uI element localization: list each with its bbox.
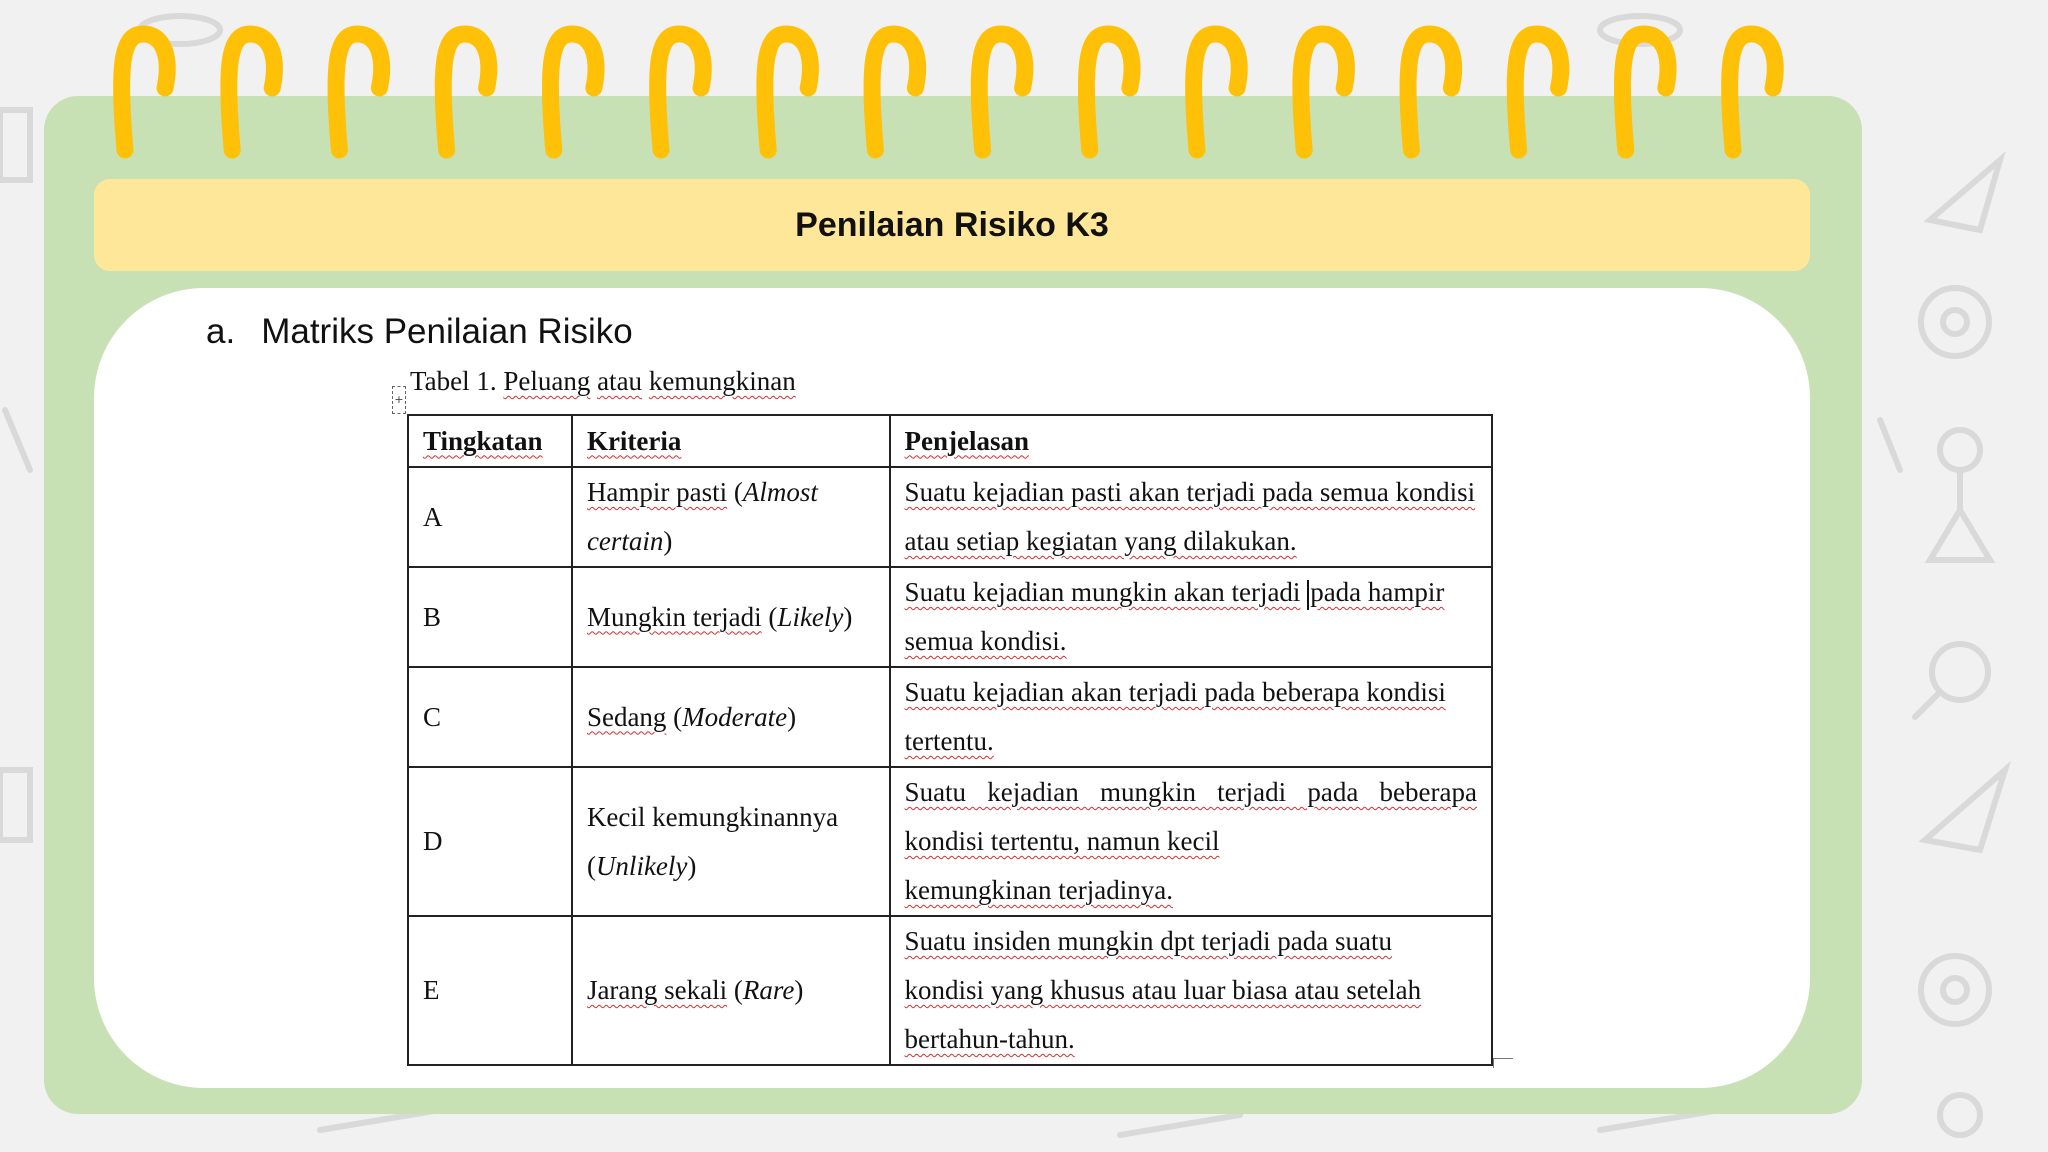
table-row [408,667,1492,767]
table-row [408,767,1492,916]
rocket-icon [1925,160,2005,850]
level-cell: A [408,467,572,567]
slide-title: Penilaian Risiko K3 [795,205,1109,244]
explanation-cell [890,567,1492,667]
criteria-text: Jarang sekali [586,975,728,1005]
section-heading [206,312,633,352]
criteria-cell: Mungkin terjadi (Likely) [572,567,890,667]
criteria-english: Rare [742,975,795,1005]
caption-word: Peluang [503,366,591,396]
criteria-text: Mungkin terjadi [586,601,762,632]
header-explanation-text: Penjelasan [904,425,1030,456]
criteria-english: Unlikely [595,850,688,881]
risk-probability-table [407,414,1493,1066]
header-level-text: Tingkatan [423,425,543,456]
text-cursor [1307,580,1309,610]
table-resize-handle[interactable] [1493,1058,1513,1068]
table-row [408,467,1492,567]
test-tubes-icon [0,110,30,840]
header-explanation [890,415,1492,467]
atom-icon [140,16,1680,44]
criteria-cell: Hampir pasti (Almost certain) [572,467,890,567]
section-marker: a. [206,312,236,351]
criteria-text: Kecil kemungkinannya [586,801,839,832]
explanation-cell: Suatu kejadian pasti akan terjadi pada semua kondisi atau setiap kegiatan yang dilakukan. [890,467,1492,567]
magnifier-icon [1915,644,1988,717]
explanation-cell [890,767,1492,916]
level-cell: C [408,667,572,767]
explanation-text: Suatu kejadian mungkin terjadi pada beberapa kondisi tertentu, namun kecil [904,777,1477,856]
level-cell: E [408,916,572,1065]
level-cell: B [408,567,572,667]
criteria-text: Hampir pasti [586,477,728,507]
criteria-english: Almost certain [586,477,818,556]
table-header-row [408,415,1492,467]
criteria-english: Moderate [682,701,788,732]
gear-icon [1921,956,1989,1024]
explanation-cell: Suatu kejadian akan terjadi pada beberapa kondisi tertentu. [890,667,1492,767]
gear-icon [1921,288,1989,356]
flask-icon [1930,470,1990,560]
caption-word: kemungkinan [648,366,796,396]
caption-word: atau [597,366,643,396]
level-cell: D [408,767,572,916]
explanation-cell: Suatu insiden mungkin dpt terjadi pada suatu kondisi yang khusus atau luar biasa atau setelah bertahun-tahun. [890,916,1492,1065]
header-level [408,415,572,467]
title-bar [94,179,1810,271]
explanation-text: kemungkinan terjadinya. [904,875,1173,905]
caption-prefix: Tabel 1. [410,366,497,396]
virus-icon [1940,430,1980,1135]
header-criteria [572,415,890,467]
explanation-text: pada hampir semua kondisi. [904,577,1445,656]
criteria-cell: Sedang (Moderate) [572,667,890,767]
criteria-cell: Jarang sekali (Rare) [572,916,890,1065]
header-criteria-text: Kriteria [586,425,682,456]
table-row [408,916,1492,1065]
table-caption [410,366,796,397]
criteria-cell: Kecil kemungkinannya (Unlikely) [572,767,890,916]
explanation-text: Suatu kejadian mungkin akan terjadi [904,577,1301,607]
criteria-english: Likely [777,601,844,632]
criteria-text: Sedang [586,701,667,732]
table-row [408,567,1492,667]
section-title: Matriks Penilaian Risiko [261,312,633,351]
table-anchor-handle[interactable]: + [392,386,406,414]
